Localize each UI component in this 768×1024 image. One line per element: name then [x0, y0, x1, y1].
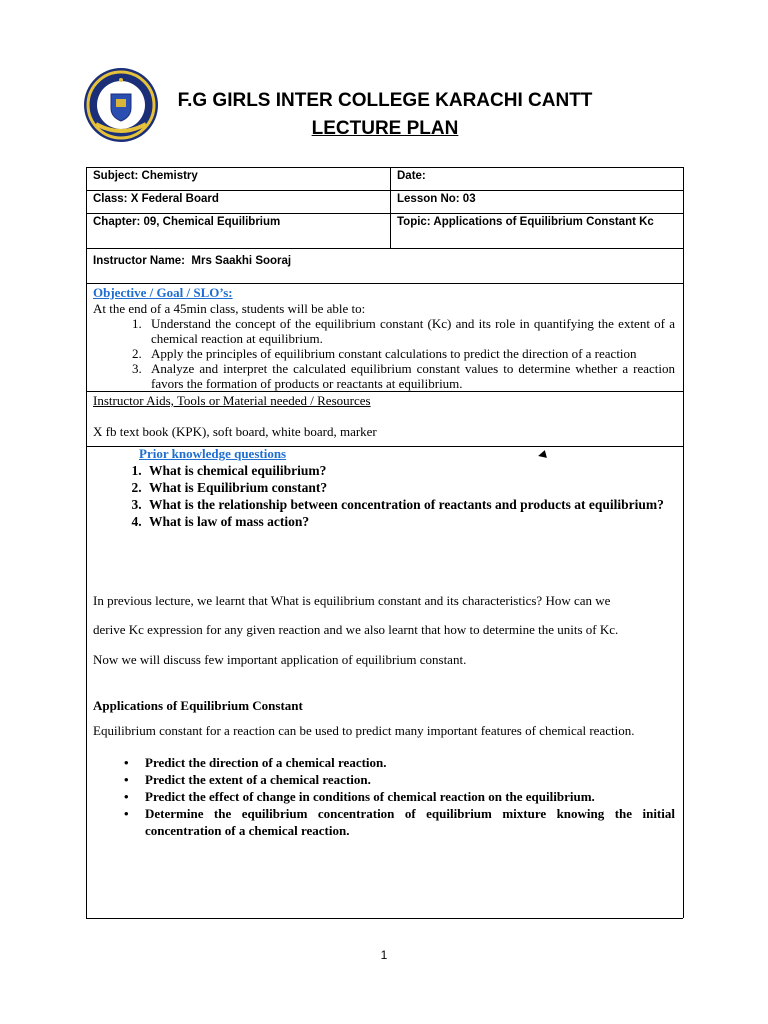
lesson-cell: Lesson No: 03	[397, 193, 476, 205]
prior-knowledge-section	[93, 446, 675, 530]
list-item: 4. What is law of mass action?	[145, 513, 675, 530]
list-item: 2. Apply the principles of equilibrium constant calculations to predict the direction of a reaction	[145, 346, 675, 361]
table-row-divider	[86, 391, 683, 392]
bullet-icon: •	[124, 789, 129, 804]
discussion-paragraph: Now we will discuss few important application of equilibrium constant.	[93, 652, 467, 667]
college-name: F.G GIRLS INTER COLLEGE KARACHI CANTT	[177, 90, 593, 111]
chapter-cell: Chapter: 09, Chemical Equilibrium	[93, 216, 281, 228]
document-title: LECTURE PLAN	[311, 118, 459, 139]
table-row-divider	[86, 213, 683, 214]
instructor-cell: Instructor Name: Mrs Saakhi Sooraj	[93, 255, 292, 267]
prior-knowledge-list	[93, 462, 675, 530]
applications-list	[93, 754, 675, 839]
intro-paragraph-line2: derive Kc expression for any given reaction and we also learnt that how to determine the units of Kc.	[93, 622, 619, 637]
intro-paragraph-line1: In previous lecture, we learnt that What is equilibrium constant and its characteristics? How can we	[93, 593, 611, 608]
resources-heading: Instructor Aids, Tools or Material needed / Resources	[93, 393, 371, 408]
list-item: • Determine the equilibrium concentration of equilibrium mixture knowing the initial concentration of a chemical reaction.	[124, 806, 675, 838]
objectives-list	[93, 316, 675, 391]
list-item: • Predict the effect of change in conditions of chemical reaction on the equilibrium.	[124, 789, 595, 804]
list-item: • Predict the direction of a chemical reaction.	[124, 755, 387, 770]
table-border-left	[86, 167, 87, 918]
class-cell: Class: X Federal Board	[93, 193, 219, 205]
subject-cell: Subject: Chemistry	[93, 170, 198, 182]
list-item: • Predict the extent of a chemical reaction.	[124, 772, 371, 787]
applications-heading: Applications of Equilibrium Constant	[93, 698, 303, 713]
topic-cell: Topic: Applications of Equilibrium Constant Kc	[397, 216, 654, 228]
objectives-heading: Objective / Goal / SLO’s:	[93, 285, 233, 300]
bullet-icon: •	[124, 772, 129, 787]
date-cell: Date:	[397, 170, 426, 182]
list-item: 3. What is the relationship between concentration of reactants and products at equilibrium?	[145, 496, 675, 513]
table-column-divider	[390, 167, 391, 248]
bullet-icon: •	[124, 806, 129, 821]
table-row-divider	[86, 283, 683, 284]
page-number: 1	[380, 948, 388, 962]
table-border-right	[683, 167, 684, 918]
list-item: 2. What is Equilibrium constant?	[145, 479, 675, 496]
table-row-divider	[86, 190, 683, 191]
list-item: 1. Understand the concept of the equilibrium constant (Kc) and its role in quantifying the extent of a chemical reaction at equilibrium.	[145, 316, 675, 346]
table-border-bottom	[86, 918, 683, 919]
applications-section	[93, 754, 675, 839]
objectives-intro: At the end of a 45min class, students will be able to:	[93, 301, 366, 316]
list-item: 3. Analyze and interpret the calculated equilibrium constant values to determine whether a reaction favors the formation of products or reactants at equilibrium.	[145, 361, 675, 391]
objectives-section	[93, 285, 675, 391]
resources-text: X fb text book (KPK), soft board, white board, marker	[93, 424, 377, 439]
applications-intro: Equilibrium constant for a reaction can be used to predict many important features of chemical reaction.	[93, 723, 635, 738]
prior-knowledge-heading: Prior knowledge questions	[139, 446, 287, 461]
college-logo	[82, 66, 160, 144]
table-row-divider	[86, 248, 683, 249]
table-border-top	[86, 167, 683, 168]
list-item: 1. What is chemical equilibrium?	[145, 462, 675, 479]
bullet-icon: •	[124, 755, 129, 770]
